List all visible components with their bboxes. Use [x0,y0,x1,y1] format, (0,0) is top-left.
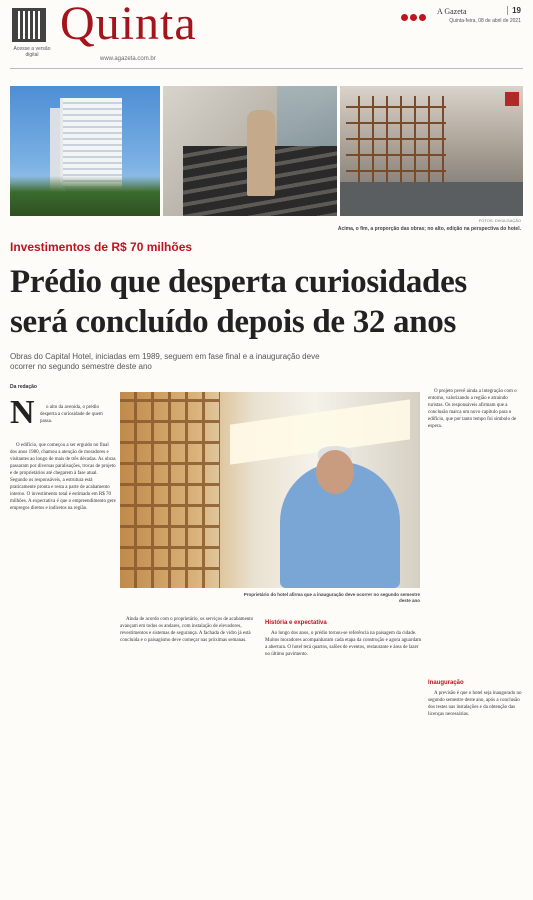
article-byline: Da redação [10,384,37,390]
staircase-interior-photo [163,86,337,216]
drop-cap: N [10,394,35,431]
column-3-subhead: História e expectativa [265,620,327,626]
paper-name: A Gazeta [437,7,467,16]
paragraph: A previsão é que o hotel seja inaugurado no segundo semestre deste ano, após a conclusão dos testes nas instalações e da obtenção das licenças necessárias. [428,691,522,717]
masthead [0,0,533,70]
top-photos-caption: Acima, o fim, a proporção das obras; no alto, edição na perspectiva do hotel. [337,226,521,232]
owner-portrait-photo [120,392,420,588]
brand-dots-icon [401,8,428,26]
paragraph: O edifício, que começou a ser erguido no final dos anos 1980, chamou a atenção de moradores e visitantes ao longo de mais de três décadas. As obras passaram por diversas paralisações, trocas de projeto e de proprietários até chegarem à fase atual. Segundo os responsáveis, a estrutura está praticamente pronta e resta a parte de acabamento interno. O investimento total é estimado em R$ 70 milhões. A expectativa é que o empreendimento gere empregos diretos e indiretos na região. [10,443,116,511]
section-title: Quinta [60,0,197,50]
site-url[interactable]: www.agazeta.com.br [100,56,156,62]
main-photo-caption: Proprietário do hotel afirma que a inauguração deve ocorrer no segundo semestre deste ano [243,592,420,603]
edition-date: Quinta-feira, 08 de abril de 2021 [449,18,521,24]
masthead-info [401,6,521,36]
construction-interior-photo [340,86,523,216]
column-4-subhead: Inauguração [428,680,464,686]
building-exterior-photo [10,86,160,216]
paragraph: O projeto prevê ainda a integração com o entorno, valorizando a região e atraindo turistas. Os responsáveis afirmam que a conclusão marca um novo capítulo para o edifício, que por tanto tempo foi símbolo de espera. [428,389,517,429]
masthead-divider [10,68,523,69]
paragraph: o alto da avenida, o prédio desperta a curiosidade de quem passa. [40,405,103,424]
paragraph: Ao longo dos anos, o prédio tornou-se referência na paisagem da cidade. Muitos moradores acompanharam cada etapa da construção e agora aguardam a abertura. O hotel terá quartos, salões de eventos, restaurante e área de lazer no último pavimento. [265,631,422,657]
article-column-4 [428,388,523,678]
paragraph: Ainda de acordo com o proprietário, os serviços de acabamento avançam em todos os andares, com instalação de elevadores, revestimentos e sistemas de segurança. A fachada de vidro já está concluída e o paisagismo deve começar nas próximas semanas. [120,617,254,643]
article-column-4-continued [428,690,523,890]
article-deck: Obras do Capital Hotel, iniciadas em 1989, seguem em fase final e a inauguração deve ocorrer no segundo semestre deste ano [10,352,320,371]
article-kicker: Investimentos de R$ 70 milhões [10,240,193,254]
article-headline: Prédio que desperta curiosidades será concluído depois de 32 anos [10,264,467,340]
qr-caption: Acesse a versão digital [13,46,51,58]
article-column-1-intro [40,404,116,440]
article-column-3 [265,630,423,892]
article-column-2 [120,616,260,892]
article-column-1 [10,442,116,892]
qr-code[interactable] [12,8,46,42]
photo-credit: FOTOS: DIVULGAÇÃO [478,218,521,223]
page-number: 19 [507,6,521,15]
